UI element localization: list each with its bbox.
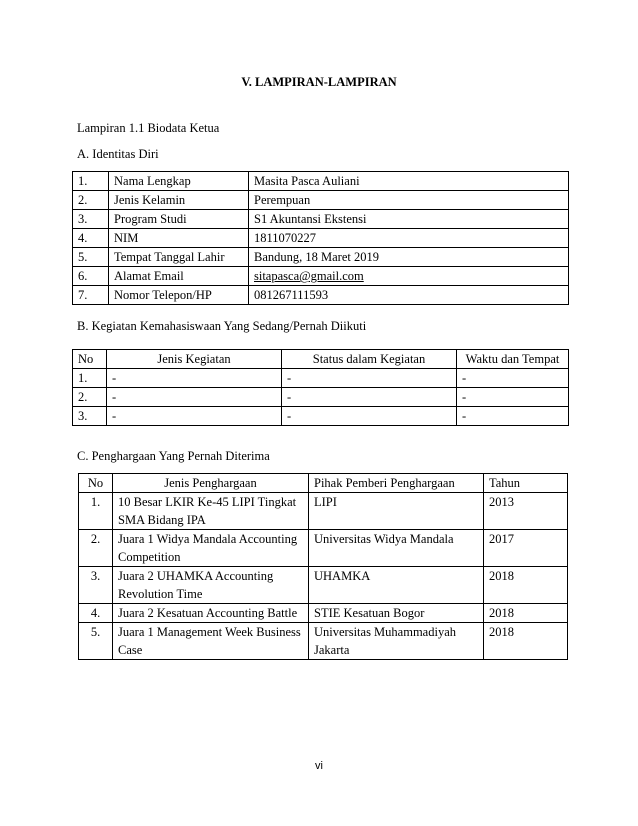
section-c-heading: C. Penghargaan Yang Pernah Diterima: [77, 449, 270, 463]
row-no: 7.: [73, 286, 109, 305]
lampiran-title: Lampiran 1.1 Biodata Ketua: [77, 121, 220, 135]
table-row: [73, 191, 569, 210]
header-no: No: [73, 350, 107, 369]
row-jenis: Juara 2 UHAMKA Accounting Revolution Time: [113, 567, 309, 604]
table-row: [79, 530, 568, 567]
row-pemberi: STIE Kesatuan Bogor: [309, 604, 484, 623]
row-label: Nama Lengkap: [109, 172, 249, 191]
header-status: Status dalam Kegiatan: [282, 350, 457, 369]
row-no: 5.: [79, 623, 113, 660]
section-title: V. LAMPIRAN-LAMPIRAN: [241, 75, 397, 89]
header-waktu: Waktu dan Tempat: [457, 350, 569, 369]
row-no: 1.: [79, 493, 113, 530]
row-tahun: 2013: [484, 493, 568, 530]
row-no: 3.: [79, 567, 113, 604]
row-label: NIM: [109, 229, 249, 248]
row-value: S1 Akuntansi Ekstensi: [249, 210, 569, 229]
table-row: [79, 493, 568, 530]
section-b-heading: B. Kegiatan Kemahasiswaan Yang Sedang/Pernah Diikuti: [77, 319, 367, 333]
table-row: [73, 369, 569, 388]
table-row: [79, 604, 568, 623]
penghargaan-table: [78, 473, 568, 660]
row-status: -: [282, 388, 457, 407]
row-jenis: Juara 1 Management Week Business Case: [113, 623, 309, 660]
table-header-row: [79, 474, 568, 493]
row-jenis: 10 Besar LKIR Ke-45 LIPI Tingkat SMA Bidang IPA: [113, 493, 309, 530]
row-jenis: -: [107, 388, 282, 407]
table-header-row: [73, 350, 569, 369]
row-no: 6.: [73, 267, 109, 286]
row-status: -: [282, 407, 457, 426]
header-pemberi: Pihak Pemberi Penghargaan: [309, 474, 484, 493]
row-label: Program Studi: [109, 210, 249, 229]
row-value: Bandung, 18 Maret 2019: [249, 248, 569, 267]
row-jenis: Juara 1 Widya Mandala Accounting Competition: [113, 530, 309, 567]
header-tahun: Tahun: [484, 474, 568, 493]
table-row: [79, 623, 568, 660]
row-no: 3.: [73, 407, 107, 426]
row-waktu: -: [457, 407, 569, 426]
row-no: 4.: [79, 604, 113, 623]
row-jenis: Juara 2 Kesatuan Accounting Battle: [113, 604, 309, 623]
row-label: Nomor Telepon/HP: [109, 286, 249, 305]
table-row: [73, 229, 569, 248]
table-row: [73, 407, 569, 426]
row-label: Tempat Tanggal Lahir: [109, 248, 249, 267]
kegiatan-table: [72, 349, 569, 426]
row-value: Masita Pasca Auliani: [249, 172, 569, 191]
row-no: 5.: [73, 248, 109, 267]
row-no: 4.: [73, 229, 109, 248]
row-no: 2.: [73, 191, 109, 210]
row-label: Alamat Email: [109, 267, 249, 286]
header-no: No: [79, 474, 113, 493]
section-a-heading: A. Identitas Diri: [77, 147, 159, 161]
row-waktu: -: [457, 369, 569, 388]
row-tahun: 2018: [484, 567, 568, 604]
table-row: [73, 267, 569, 286]
row-no: 2.: [73, 388, 107, 407]
page-number: vi: [315, 760, 323, 772]
row-value: 081267111593: [249, 286, 569, 305]
row-tahun: 2018: [484, 623, 568, 660]
row-no: 3.: [73, 210, 109, 229]
row-tahun: 2018: [484, 604, 568, 623]
row-value[interactable]: [249, 267, 569, 286]
row-no: 1.: [73, 172, 109, 191]
header-jenis: Jenis Kegiatan: [107, 350, 282, 369]
table-row: [79, 567, 568, 604]
header-jenis: Jenis Penghargaan: [113, 474, 309, 493]
row-no: 2.: [79, 530, 113, 567]
row-tahun: 2017: [484, 530, 568, 567]
identitas-table: [72, 171, 569, 305]
table-row: [73, 248, 569, 267]
row-pemberi: Universitas Muhammadiyah Jakarta: [309, 623, 484, 660]
table-row: [73, 172, 569, 191]
table-row: [73, 286, 569, 305]
row-status: -: [282, 369, 457, 388]
row-jenis: -: [107, 407, 282, 426]
row-value: 1811070227: [249, 229, 569, 248]
email-link[interactable]: sitapasca@gmail.com: [254, 269, 364, 283]
row-jenis: -: [107, 369, 282, 388]
row-no: 1.: [73, 369, 107, 388]
row-pemberi: UHAMKA: [309, 567, 484, 604]
row-waktu: -: [457, 388, 569, 407]
row-pemberi: LIPI: [309, 493, 484, 530]
row-value: Perempuan: [249, 191, 569, 210]
table-row: [73, 210, 569, 229]
row-pemberi: Universitas Widya Mandala: [309, 530, 484, 567]
table-row: [73, 388, 569, 407]
row-label: Jenis Kelamin: [109, 191, 249, 210]
